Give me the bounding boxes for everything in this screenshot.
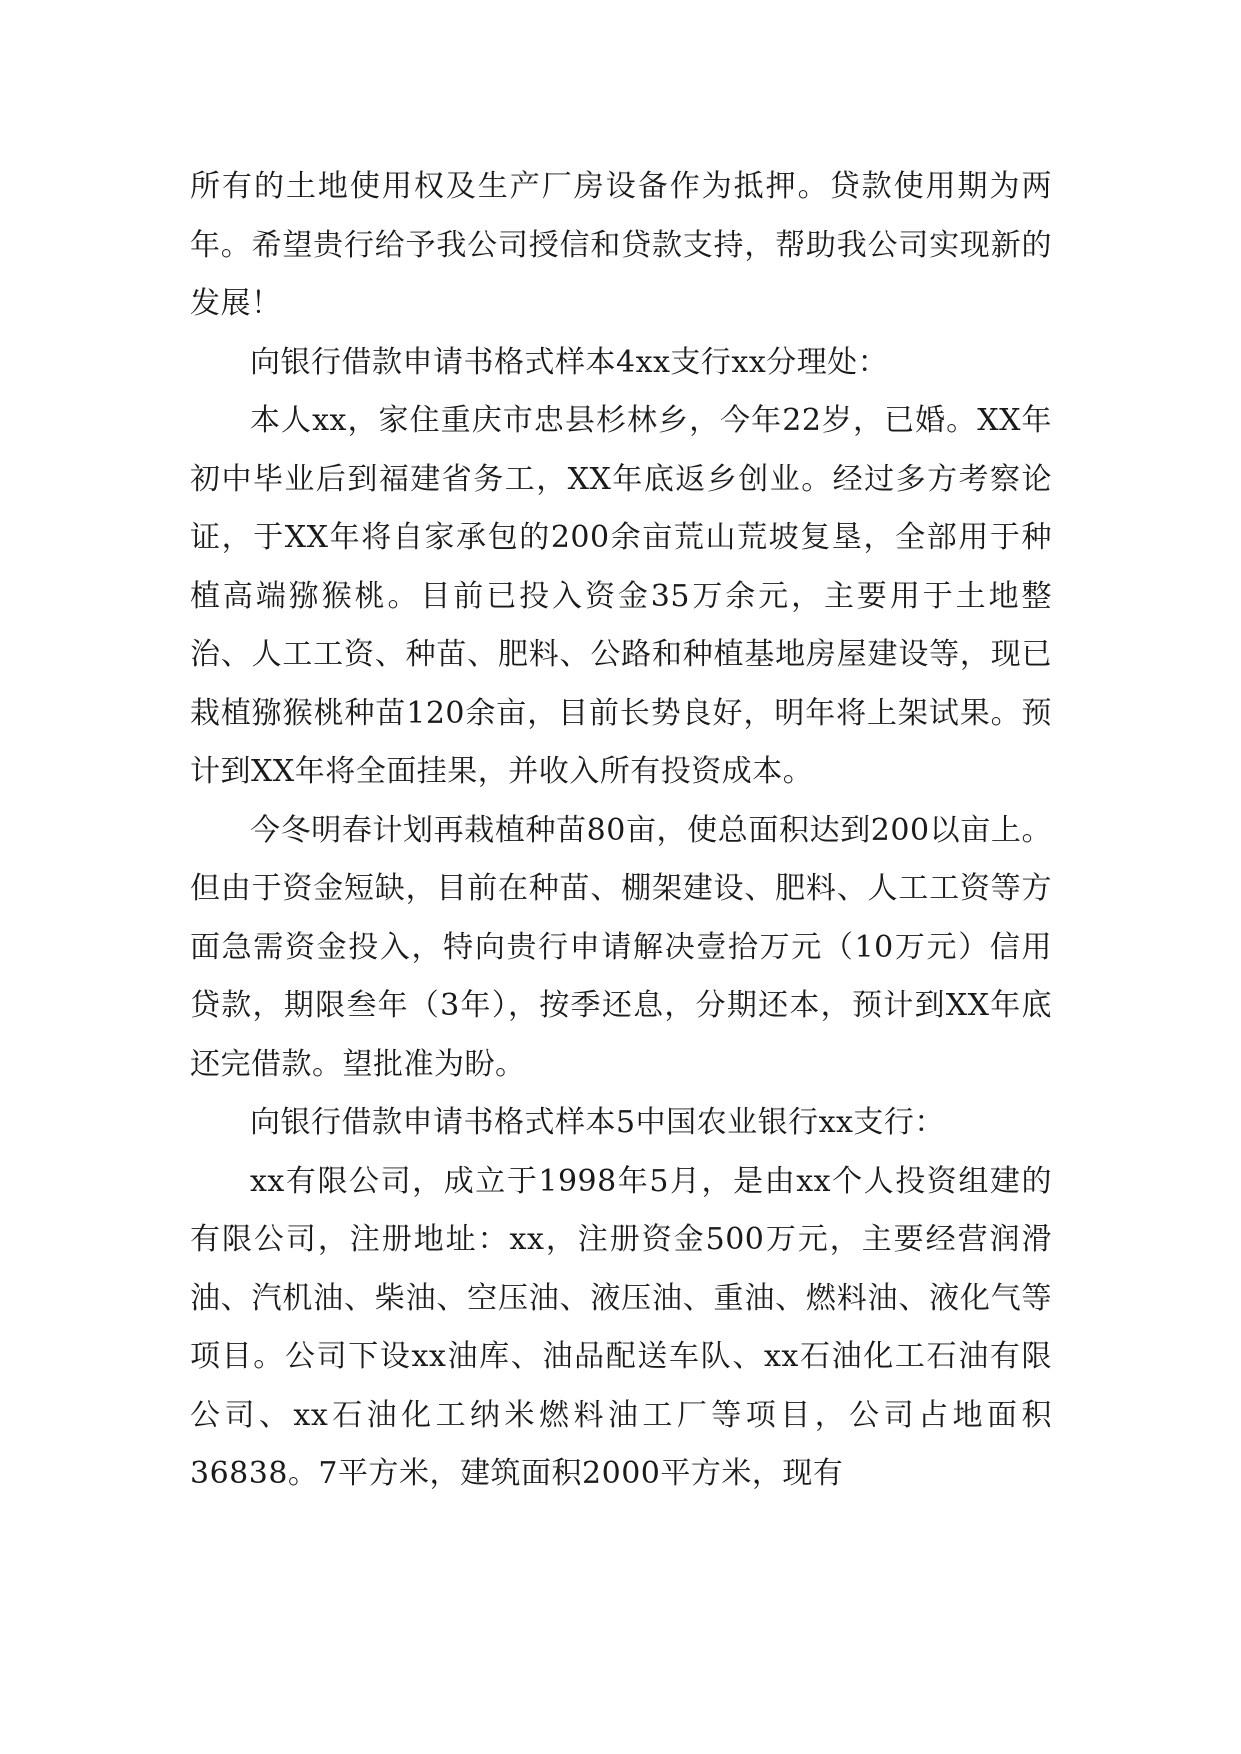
paragraph-4: 今冬明春计划再栽植种苗80亩，使总面积达到200以亩上。但由于资金短缺，目前在种苗、棚架建设、肥料、人工工资等方面急需资金投入，特向贵行申请解决壹拾万元（10万元）信用贷款，期限叁年（3年），按季还息，分期还本，预计到XX年底还完借款。望批准为盼。	[190, 812, 1052, 1082]
paragraph-2: 向银行借款申请书格式样本4xx支行xx分理处：	[250, 344, 889, 380]
paragraph-3: 本人xx，家住重庆市忠县杉林乡，今年22岁，已婚。XX年初中毕业后到福建省务工，XX年底返乡创业。经过多方考察论证，于XX年将自家承包的200余亩荒山荒坡复垦，全部用于种植高端猕猴桃。目前已投入资金35万余元，主要用于土地整治、人工工资、种苗、肥料、公路和种植基地房屋建设等，现已栽植猕猴桃种苗120余亩，目前长势良好，明年将上架试果。预计到XX年将全面挂果，并收入所有投资成本。	[190, 403, 1052, 789]
paragraph-5: 向银行借款申请书格式样本5中国农业银行xx支行：	[250, 1105, 945, 1140]
paragraph-1: 所有的土地使用权及生产厂房设备作为抵押。贷款使用期为两年。希望贵行给予我公司授信和贷款支持，帮助我公司实现新的发展！	[190, 169, 1052, 321]
document-body	[190, 158, 1052, 1504]
paragraph-6: xx有限公司，成立于1998年5月，是由xx个人投资组建的有限公司，注册地址：xx，注册资金500万元，主要经营润滑油、汽机油、柴油、空压油、液压油、重油、燃料油、液化气等项目。公司下设xx油库、油品配送车队、xx石油化工石油有限公司、xx石油化工纳米燃料油工厂等项目，公司占地面积36838。7平方米，建筑面积2000平方米，现有	[190, 1163, 1052, 1491]
